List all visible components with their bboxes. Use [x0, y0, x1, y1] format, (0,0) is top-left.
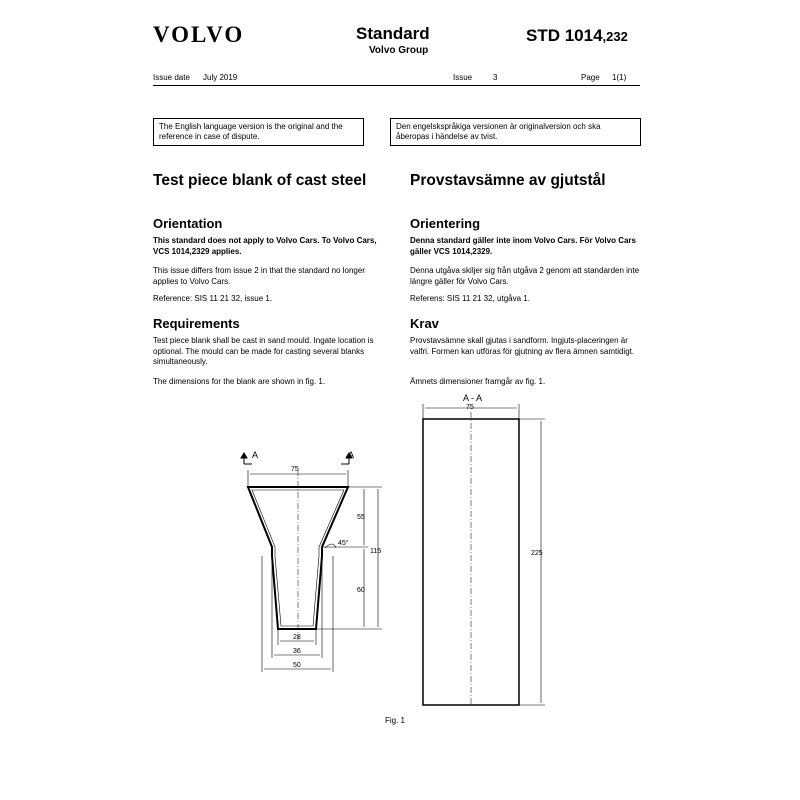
reference-swedish: Referens: SIS 11 21 32, utgåva 1.: [410, 294, 530, 303]
doc-type: Standard: [356, 24, 430, 43]
orientation-bold-swedish: Denna standard gäller inte inom Volvo Cars. För Volvo Cars gäller VCS 1014,2329.: [410, 236, 636, 256]
requirements-text-swedish: Provstavsämne skall gjutas i sandform. Ingjuts-placeringen är valfri. Formen kan utföras för gjutning av flera ämnen samtidigt.: [410, 336, 635, 356]
reference-english: Reference: SIS 11 21 32, issue 1.: [153, 294, 273, 303]
orientation-heading-swedish: Orientering: [410, 216, 481, 231]
issue-date-label: Issue date: [153, 73, 190, 82]
org-name: Volvo Group: [369, 45, 429, 56]
dim-lower-height: 60: [357, 587, 365, 594]
title-english: Test piece blank of cast steel: [153, 172, 367, 189]
section-marker-right: A: [348, 450, 355, 460]
orientation-heading-english: Orientation: [153, 216, 223, 231]
dimensions-text-swedish: Ämnets dimensioner framgår av fig. 1.: [410, 377, 546, 386]
issue-label: Issue: [453, 73, 473, 82]
dim-bottom-mid: 36: [293, 648, 301, 655]
std-number-main: STD 1014: [526, 26, 603, 45]
orientation-text-swedish: Denna utgåva skiljer sig från utgåva 2 genom att standarden inte längre gäller för Volvo Cars.: [410, 266, 640, 286]
dim-total-height: 115: [370, 548, 382, 555]
dim-section-width: 75: [466, 404, 474, 411]
dim-vertical-lines: [316, 487, 382, 629]
page-number: 1(1): [612, 73, 627, 82]
dim-section-lines: [423, 404, 545, 705]
requirements-heading-english: Requirements: [153, 316, 240, 331]
std-number-suffix: ,232: [602, 29, 628, 44]
issue-number: 3: [493, 73, 498, 82]
angle-arc: [325, 544, 336, 548]
dim-angle: 45°: [338, 540, 349, 547]
section-marker-left: A: [252, 450, 259, 460]
requirements-text-english: Test piece blank shall be cast in sand mould. Ingate location is optional. The mould can be made for casting several blanks simultaneously.: [153, 336, 374, 366]
dim-section-height: 225: [531, 550, 543, 557]
dim-top-width: 75: [291, 466, 299, 473]
orientation-bold-english: This standard does not apply to Volvo Cars. To Volvo Cars, VCS 1014,2329 applies.: [153, 236, 377, 256]
page-label: Page: [581, 73, 600, 82]
orientation-text-english: This issue differs from issue 2 in that the standard no longer applies to Volvo Cars.: [153, 266, 365, 286]
figure-caption: Fig. 1: [385, 716, 406, 725]
section-title: A - A: [463, 393, 483, 403]
dimensions-text-english: The dimensions for the blank are shown in fig. 1.: [153, 377, 326, 386]
title-swedish: Provstavsämne av gjutstål: [410, 172, 606, 189]
dim-bottom-outer: 50: [293, 662, 301, 669]
requirements-heading-swedish: Krav: [410, 316, 439, 331]
notice-box-english: The English language version is the original and the reference in case of dispute.: [153, 118, 364, 146]
notice-box-swedish: Den engelskspråkiga versionen är originalversion och ska åberopas i händelse av tvist.: [390, 118, 641, 146]
dim-upper-height: 55: [357, 514, 365, 521]
issue-date: July 2019: [203, 73, 238, 82]
volvo-logo: VOLVO: [153, 22, 245, 47]
dim-bottom-inner: 28: [293, 634, 301, 641]
